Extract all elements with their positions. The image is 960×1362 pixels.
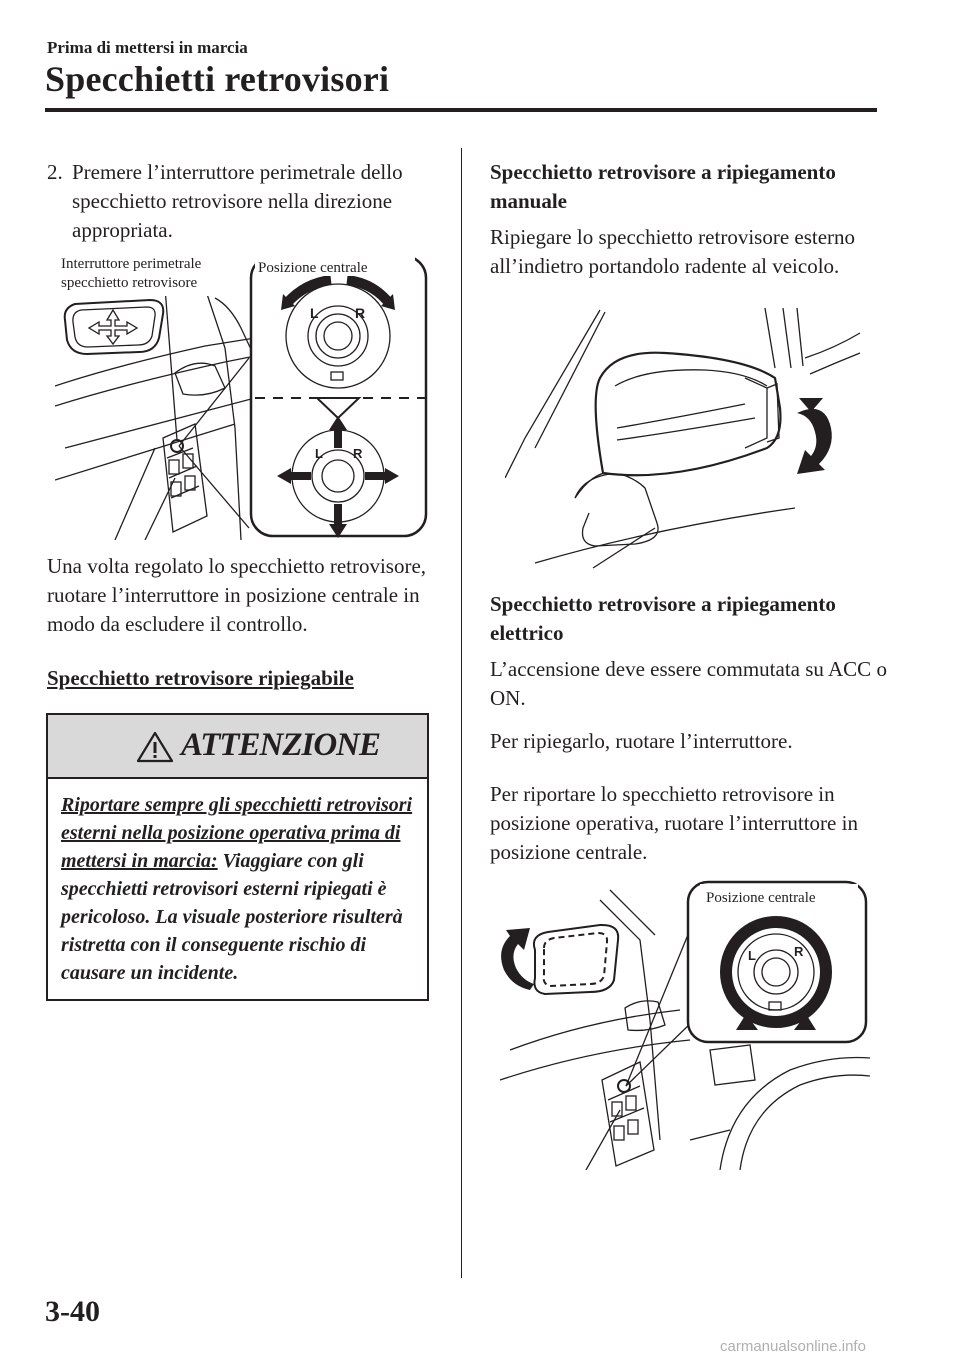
subheading-foldable-mirror: Specchietto retrovisore ripiegabile xyxy=(47,666,354,690)
label-center-position: Posizione centrale xyxy=(258,260,368,276)
title-rule xyxy=(45,108,877,112)
heading-electric-folding: Specchietto retrovisore a ripiegamento elettrico xyxy=(490,592,836,645)
svg-text:R: R xyxy=(794,944,804,959)
warning-body: Viaggiare con gli specchietti retrovisori esterni ripiegati è pericoloso. La visuale posteriore risulterà ristretta con il conseguente rischio di causare un incidente. xyxy=(61,850,403,984)
warning-underlined: Riportare sempre gli specchietti retrovisori esterni nella posizione operativa prima di mettersi in marcia: xyxy=(61,794,413,872)
step-number: 2. xyxy=(47,160,63,184)
text-electric-fold: Per ripiegarlo, ruotare l’interruttore. xyxy=(490,729,793,753)
manual-fold-mirror-figure xyxy=(505,308,865,578)
page-title: Specchietti retrovisori xyxy=(45,59,390,99)
warning-title: ATTENZIONE xyxy=(181,727,381,763)
paragraph-center-position: Una volta regolato lo specchietto retrovisore, ruotare l’interruttore in posizione centrale in modo da escludere il controllo. xyxy=(47,554,427,636)
column-divider xyxy=(461,148,462,1278)
label-switch-line2: specchietto retrovisore xyxy=(61,275,198,291)
warning-header xyxy=(48,715,427,779)
text-manual-folding: Ripiegare lo specchietto retrovisore esterno all’indietro portandolo radente al veicolo. xyxy=(490,225,856,278)
section-label: Prima di mettersi in marcia xyxy=(47,38,248,57)
page-number: 3-40 xyxy=(45,1295,100,1328)
svg-text:L: L xyxy=(748,948,756,963)
svg-text:L: L xyxy=(310,305,319,321)
warning-triangle-icon xyxy=(136,731,174,763)
warning-text xyxy=(61,791,421,987)
svg-text:R: R xyxy=(355,305,366,321)
text-electric-ignition: L’accensione deve essere commutata su ACC o ON. xyxy=(490,657,887,710)
watermark: carmanualsonline.info xyxy=(720,1338,866,1355)
svg-text:L: L xyxy=(315,446,323,461)
label-switch-line1: Interruttore perimetrale xyxy=(61,256,202,272)
warning-box xyxy=(46,713,429,1001)
text-electric-return: Per riportare lo specchietto retrovisore in posizione operativa, ruotare l’interruttore in posizione centrale. xyxy=(490,782,858,864)
svg-text:R: R xyxy=(353,446,363,461)
electric-fold-switch-figure xyxy=(490,880,870,1170)
label-center-position-2: Posizione centrale xyxy=(706,890,816,906)
heading-manual-folding: Specchietto retrovisore a ripiegamento manuale xyxy=(490,160,836,213)
step-text: Premere l’interruttore perimetrale dello specchietto retrovisore nella direzione appropriata. xyxy=(72,160,403,242)
mirror-switch-figure xyxy=(55,248,430,540)
